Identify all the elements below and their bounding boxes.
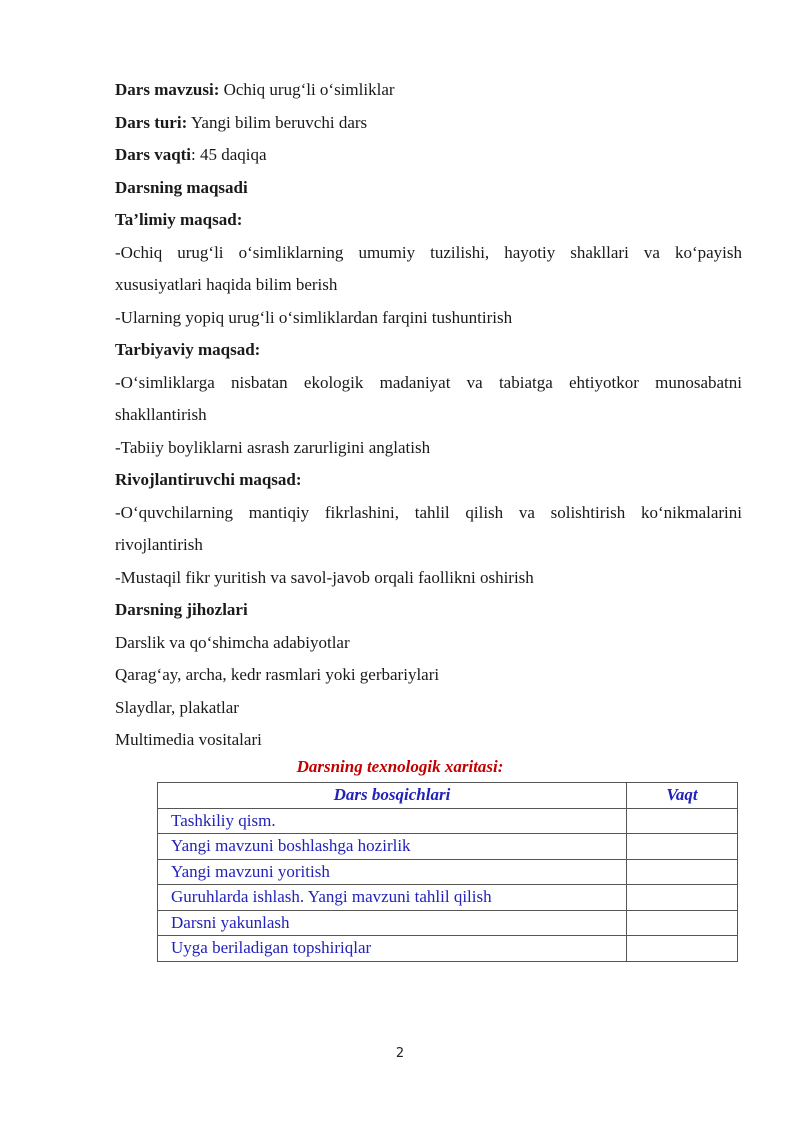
upbring-heading-text: Tarbiyaviy maqsad:: [115, 340, 261, 359]
time-cell: [627, 834, 738, 860]
table-header-row: [158, 783, 738, 809]
equip-item-1: Darslik va qo‘shimcha adabiyotlar: [115, 632, 350, 652]
dev-item-2: -Mustaqil fikr yuritish va savol-javob orqali faollikni oshirish: [115, 567, 534, 587]
edu-item-2: -Ularning yopiq urug‘li o‘simliklardan farqini tushuntirish: [115, 307, 513, 327]
dev-item-1a: -O‘quvchilarning mantiqiy fikrlashini, tahlil qilish va solishtirish ko‘nikmalarini: [115, 502, 742, 522]
type-value: Yangi bilim beruvchi dars: [187, 112, 368, 132]
technology-map-table: [157, 782, 738, 962]
time-cell: [627, 808, 738, 834]
edu-item-1a: -Ochiq urug‘li o‘simliklarning umumiy tuzilishi, hayotiy shakllari va ko‘payish: [115, 242, 742, 262]
time-label: Dars vaqti: [115, 145, 192, 164]
equip-heading-text: Darsning jihozlari: [115, 600, 248, 619]
edu-heading: [115, 204, 742, 237]
dev-heading-text: Rivojlantiruvchi maqsad:: [115, 470, 302, 489]
time-value: : 45 daqiqa: [191, 145, 267, 164]
type-line: [115, 107, 742, 140]
table-row: [158, 808, 738, 834]
stage-cell: Yangi mavzuni yoritish: [158, 859, 627, 885]
topic-value: Ochiq urug‘li o‘simliklar: [219, 80, 395, 99]
equip-item-3: Slaydlar, plakatlar: [115, 697, 239, 717]
time-cell: [627, 859, 738, 885]
stage-cell: Tashkiliy qism.: [158, 808, 627, 834]
stage-cell: Uyga beriladigan topshiriqlar: [158, 936, 627, 962]
dev-heading: [115, 464, 742, 497]
stage-cell: Yangi mavzuni boshlashga hozirlik: [158, 834, 627, 860]
aim-heading-text: Darsning maqsadi: [115, 177, 248, 197]
table-row: [158, 936, 738, 962]
stage-cell: Darsni yakunlash: [158, 910, 627, 936]
topic-label: Dars mavzusi:: [115, 80, 220, 99]
table-caption: Darsning texnologik xaritasi:: [296, 757, 504, 776]
upbring-heading: [115, 334, 742, 367]
upbring-item-1b: shakllantirish: [115, 405, 207, 424]
edu-heading-text: Ta’limiy maqsad:: [115, 210, 243, 229]
equip-item-2: Qarag‘ay, archa, kedr rasmlari yoki gerbariylari: [115, 665, 440, 684]
dev-item-1b: rivojlantirish: [115, 535, 203, 554]
header-time: Vaqt: [627, 783, 738, 809]
time-cell: [627, 936, 738, 962]
table-row: [158, 910, 738, 936]
upbring-item-1a: -O‘simliklarga nisbatan ekologik madaniyat va tabiatga ehtiyotkor munosabatni: [115, 372, 742, 392]
upbring-item-2: -Tabiiy boyliklarni asrash zarurligini anglatish: [115, 437, 431, 457]
stage-cell: Guruhlarda ishlash. Yangi mavzuni tahlil qilish: [158, 885, 627, 911]
time-cell: [627, 910, 738, 936]
aim-heading: [115, 172, 742, 205]
table-row: [158, 859, 738, 885]
time-line: [115, 139, 742, 172]
equip-item-4: Multimedia vositalari: [115, 730, 262, 749]
table-row: [158, 834, 738, 860]
table-row: [158, 885, 738, 911]
header-stages: Dars bosqichlari: [158, 783, 627, 809]
type-label: Dars turi:: [115, 112, 188, 132]
topic-line: [115, 74, 742, 107]
page-number: 2: [395, 1046, 405, 1061]
edu-item-1b: xususiyatlari haqida bilim berish: [115, 275, 338, 294]
time-cell: [627, 885, 738, 911]
equip-heading: [115, 594, 742, 627]
document-body: [115, 74, 742, 757]
